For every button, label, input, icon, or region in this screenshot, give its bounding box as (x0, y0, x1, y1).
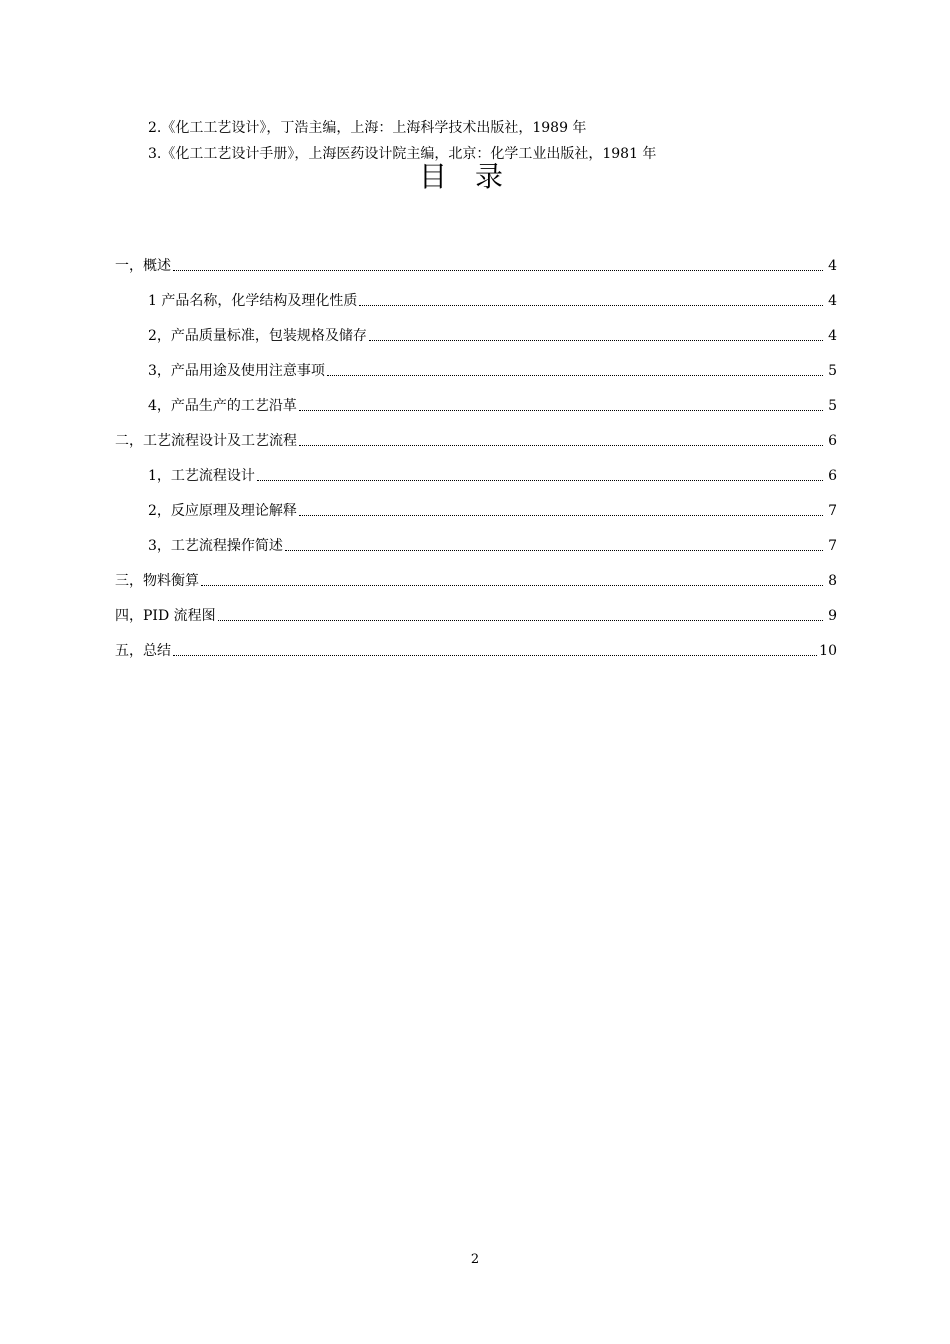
toc-entry-label: 3，产品用途及使用注意事项 (148, 363, 325, 379)
toc-entry[interactable] (115, 346, 837, 381)
toc-dot-leader (299, 515, 823, 516)
toc-dot-leader (173, 270, 823, 271)
toc-entry[interactable] (115, 241, 837, 276)
toc-entry-page: 4 (828, 258, 837, 274)
toc-entry-label: 四，PID 流程图 (115, 608, 216, 624)
toc-dot-leader (299, 410, 823, 411)
toc-entry-label: 五，总结 (115, 643, 171, 659)
toc-entry-page: 9 (828, 608, 837, 624)
toc-dot-leader (327, 375, 823, 376)
toc-entry[interactable] (115, 521, 837, 556)
toc-dot-leader (369, 340, 823, 341)
toc-dot-leader (359, 305, 823, 306)
reference-item: 3.《化工工艺设计手册》，上海医药设计院主编，北京：化学工业出版社，1981 年 (148, 146, 657, 162)
toc-dot-leader (218, 620, 823, 621)
toc-entry-page: 5 (828, 363, 837, 379)
toc-dot-leader (173, 655, 817, 656)
toc-entry-label: 1 产品名称，化学结构及理化性质 (148, 293, 358, 309)
toc-entry[interactable] (115, 591, 837, 626)
toc-entry-label: 2，产品质量标准，包装规格及储存 (148, 328, 367, 344)
toc-entry-page: 5 (828, 398, 837, 414)
toc-entry[interactable] (115, 416, 837, 451)
toc-entry-page: 7 (828, 503, 837, 519)
toc-dot-leader (257, 480, 823, 481)
toc-entry-page: 4 (828, 293, 837, 309)
toc-entry-page: 10 (819, 643, 837, 659)
reference-list (148, 118, 848, 164)
toc-entry[interactable] (115, 276, 837, 311)
toc-entry-page: 4 (828, 328, 837, 344)
toc-entry-label: 一，概述 (115, 258, 171, 274)
toc-entry[interactable] (115, 486, 837, 521)
toc-entry-label: 三，物料衡算 (115, 573, 199, 589)
toc-dot-leader (201, 585, 823, 586)
toc-entry-page: 8 (828, 573, 837, 589)
toc-title: 目录 (418, 160, 531, 193)
toc-entry[interactable] (115, 381, 837, 416)
toc-entry-page: 6 (828, 468, 837, 484)
toc-entry[interactable] (115, 626, 837, 661)
toc-entry[interactable] (115, 556, 837, 591)
toc-dot-leader (285, 550, 823, 551)
table-of-contents (115, 241, 837, 661)
toc-entry[interactable] (115, 311, 837, 346)
toc-entry[interactable] (115, 451, 837, 486)
toc-dot-leader (299, 445, 823, 446)
toc-entry-label: 3，工艺流程操作简述 (148, 538, 283, 554)
toc-entry-page: 7 (828, 538, 837, 554)
reference-item: 2.《化工工艺设计》，丁浩主编，上海：上海科学技术出版社，1989 年 (148, 120, 587, 136)
toc-entry-label: 二，工艺流程设计及工艺流程 (115, 433, 297, 449)
page-number: 2 (470, 1252, 480, 1267)
toc-entry-label: 4，产品生产的工艺沿革 (148, 398, 297, 414)
toc-entry-page: 6 (828, 433, 837, 449)
toc-entry-label: 1，工艺流程设计 (148, 468, 255, 484)
toc-entry-label: 2，反应原理及理论解释 (148, 503, 297, 519)
